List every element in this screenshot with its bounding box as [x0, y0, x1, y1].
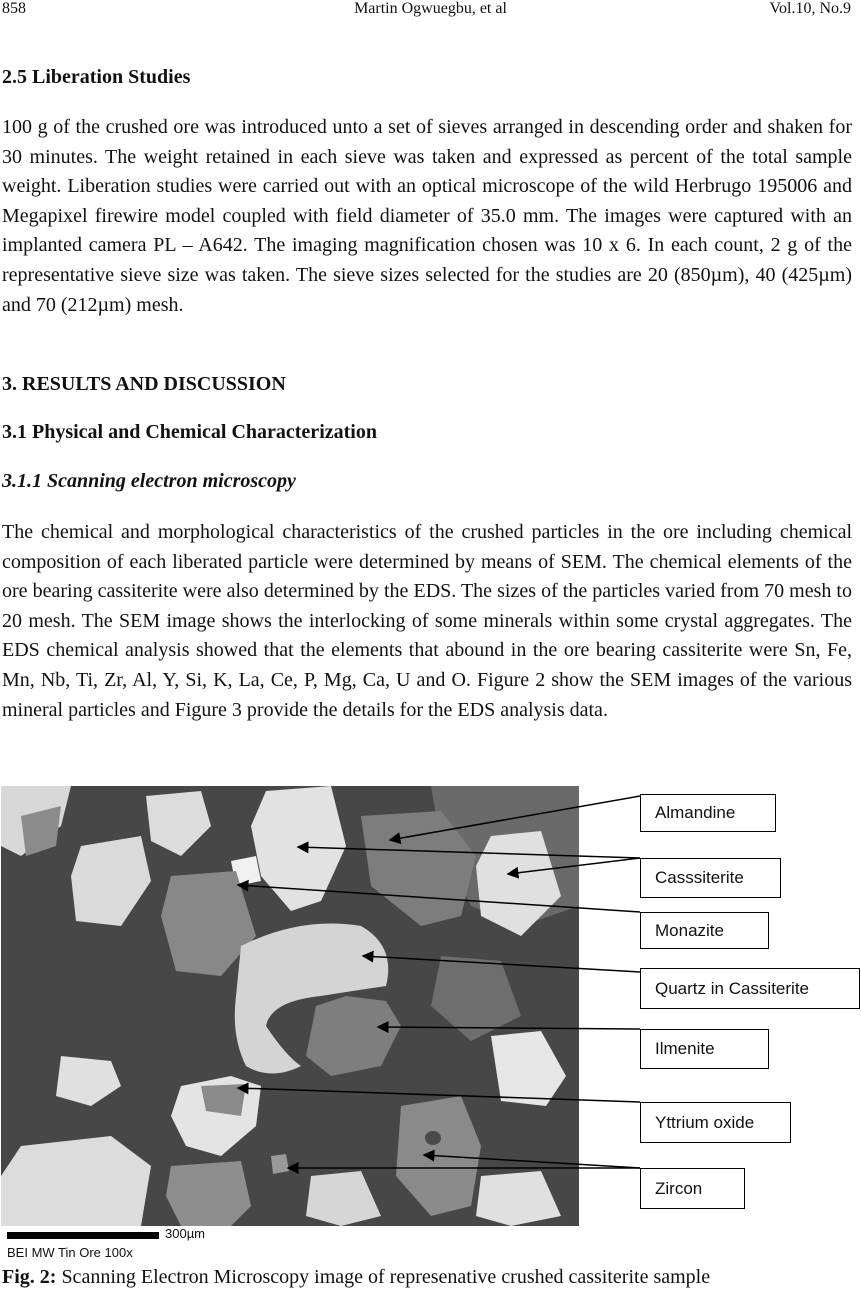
- label-almandine: Almandine: [640, 794, 776, 832]
- label-zircon: Zircon: [640, 1168, 745, 1209]
- caption-text: Scanning Electron Microscopy image of represenative crushed cassiterite sample: [56, 1266, 711, 1288]
- figure-2: [0, 786, 861, 1264]
- heading-sem: 3.1.1 Scanning electron microscopy: [2, 470, 296, 492]
- instrument-info: BEI MW Tin Ore 100x: [7, 1245, 133, 1260]
- page-number: 858: [2, 0, 26, 17]
- heading-physical-chemical: 3.1 Physical and Chemical Characterization: [2, 421, 377, 443]
- label-yttrium-oxide: Yttrium oxide: [640, 1102, 791, 1143]
- page-header: [0, 0, 861, 22]
- sem-scalebar-panel: [1, 1226, 579, 1262]
- heading-liberation-studies: 2.5 Liberation Studies: [2, 66, 191, 88]
- caption-prefix: Fig. 2:: [2, 1266, 57, 1288]
- sem-image: [1, 786, 579, 1226]
- paragraph-liberation-studies: 100 g of the crushed ore was introduced unto a set of sieves arranged in descending order and shaken for 30 minutes. The weight retained in each sieve was taken and expressed as percent of the total sample weight. Liberation studies were carried out with an optical microscope of the wild Herbrugo 195006 and Megapixel firewire model coupled with field diameter of 35.0 mm. The images were captured with an implanted camera PL – A642. The imaging magnification chosen was 10 x 6. In each count, 2 g of the representative sieve size was taken. The sieve sizes selected for the studies are 20 (850µm), 40 (425µm) and 70 (212µm) mesh.: [2, 116, 852, 316]
- running-authors: Martin Ogwuegbu, et al: [354, 0, 507, 17]
- volume-info: Vol.10, No.9: [769, 0, 851, 17]
- heading-results-discussion: 3. RESULTS AND DISCUSSION: [2, 373, 286, 395]
- label-ilmenite: Ilmenite: [640, 1029, 769, 1069]
- label-quartz-in-cassiterite: Quartz in Cassiterite: [640, 968, 860, 1009]
- label-cassiterite: Casssiterite: [640, 858, 781, 898]
- scale-bar: [7, 1232, 159, 1239]
- figure-caption: [2, 1266, 710, 1289]
- sem-particles: [1, 786, 579, 1226]
- paragraph-sem: The chemical and morphological characteristics of the crushed particles in the ore including chemical composition of each liberated particle were determined by means of SEM. The chemical elements of the ore bearing cassiterite were also determined by the EDS. The sizes of the particles varied from 70 mesh to 20 mesh. The SEM image shows the interlocking of some minerals within some crystal aggregates. The EDS chemical analysis showed that the elements that abound in the ore bearing cassiterite were Sn, Fe, Mn, Nb, Ti, Zr, Al, Y, Si, K, La, Ce, P, Mg, Ca, U and O. Figure 2 show the SEM images of the various mineral particles and Figure 3 provide the details for the EDS analysis data.: [2, 521, 852, 721]
- label-monazite: Monazite: [640, 912, 769, 949]
- scale-label: 300µm: [165, 1226, 206, 1241]
